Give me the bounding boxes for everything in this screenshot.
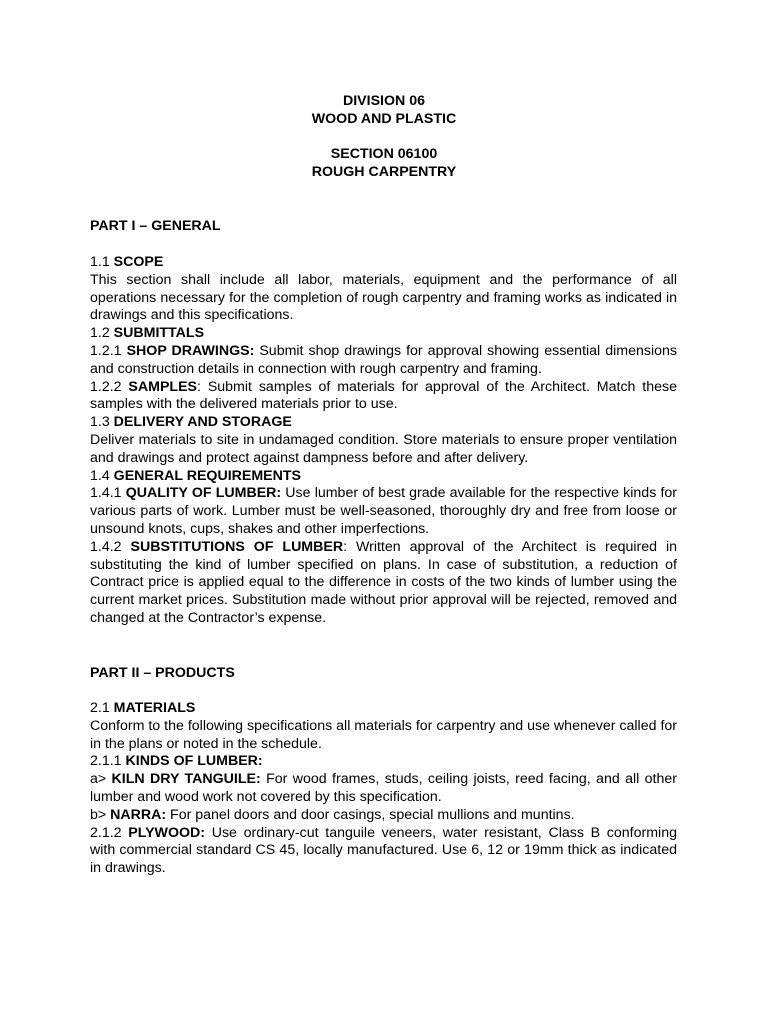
- part2-heading: PART II – PRODUCTS: [90, 665, 235, 681]
- document-header: [0, 93, 768, 129]
- general-requirements-heading: 1.4 GENERAL REQUIREMENTS: [90, 467, 302, 484]
- kiln-dry-paragraph: a> KILN DRY TANGUILE: For wood frames, studs, ceiling joists, reed facing, and all other lumber and wood work not covered by this specification.: [90, 771, 677, 805]
- section-number: SECTION 06100: [330, 146, 438, 162]
- submittals-heading: 1.2 SUBMITTALS: [90, 325, 205, 342]
- narra-paragraph: b> NARRA: For panel doors and door casings, special mullions and muntins.: [90, 806, 575, 823]
- section-header: [0, 146, 768, 182]
- materials-heading: 2.1 MATERIALS: [90, 700, 196, 716]
- substitutions-paragraph: 1.4.2 SUBSTITUTIONS OF LUMBER: Written approval of the Architect is required in substituting the kind of lumber specified on plans. In case of substitution, a reduction of Contract price is applied equal to the difference in costs of the two kinds of lumber using the current market prices. Substitution made without prior approval will be rejected, removed and changed at the Contractor’s expense.: [90, 538, 678, 626]
- part1-content: [90, 254, 677, 628]
- shop-drawings-paragraph: 1.2.1 SHOP DRAWINGS: Submit shop drawings for approval showing essential dimensions and construction details in connection with rough carpentry and framing.: [90, 342, 677, 377]
- samples-paragraph: 1.2.2 SAMPLES: Submit samples of materials for approval of the Architect. Match these samples with the delivered materials prior to use.: [90, 378, 677, 413]
- division-number: DIVISION 06: [342, 93, 425, 109]
- kinds-of-lumber-heading: 2.1.1 KINDS OF LUMBER:: [90, 753, 263, 770]
- part1-heading: PART I – GENERAL: [90, 218, 221, 234]
- delivery-text: Deliver materials to site in undamaged condition. Store materials to ensure proper ventilation and drawings and protect against dampness before and after delivery.: [90, 431, 677, 466]
- section-title: ROUGH CARPENTRY: [311, 163, 457, 180]
- materials-text: Conform to the following specifications all materials for carpentry and use whenever called for in the plans or noted in the schedule.: [90, 717, 677, 752]
- scope-heading: 1.1 SCOPE: [90, 254, 164, 270]
- division-title: WOOD AND PLASTIC: [311, 110, 457, 127]
- scope-text: This section shall include all labor, materials, equipment and the performance of all operations necessary for the completion of rough carpentry and framing works as indicated in drawings and this specifications.: [90, 271, 677, 324]
- part2-content: [90, 700, 677, 878]
- quality-paragraph: 1.4.1 QUALITY OF LUMBER: Use lumber of best grade available for the respective kinds for various parts of work. Lumber must be well-seasoned, thoroughly dry and free from loose or unsound knots, cups, shakes and other imperfections.: [90, 485, 677, 537]
- delivery-heading: 1.3 DELIVERY AND STORAGE: [90, 414, 292, 431]
- plywood-paragraph: 2.1.2 PLYWOOD: Use ordinary-cut tanguile veneers, water resistant, Class B conforming with commercial standard CS 45, locally manufactured. Use 6, 12 or 19mm thick as indicated in drawings.: [90, 824, 677, 877]
